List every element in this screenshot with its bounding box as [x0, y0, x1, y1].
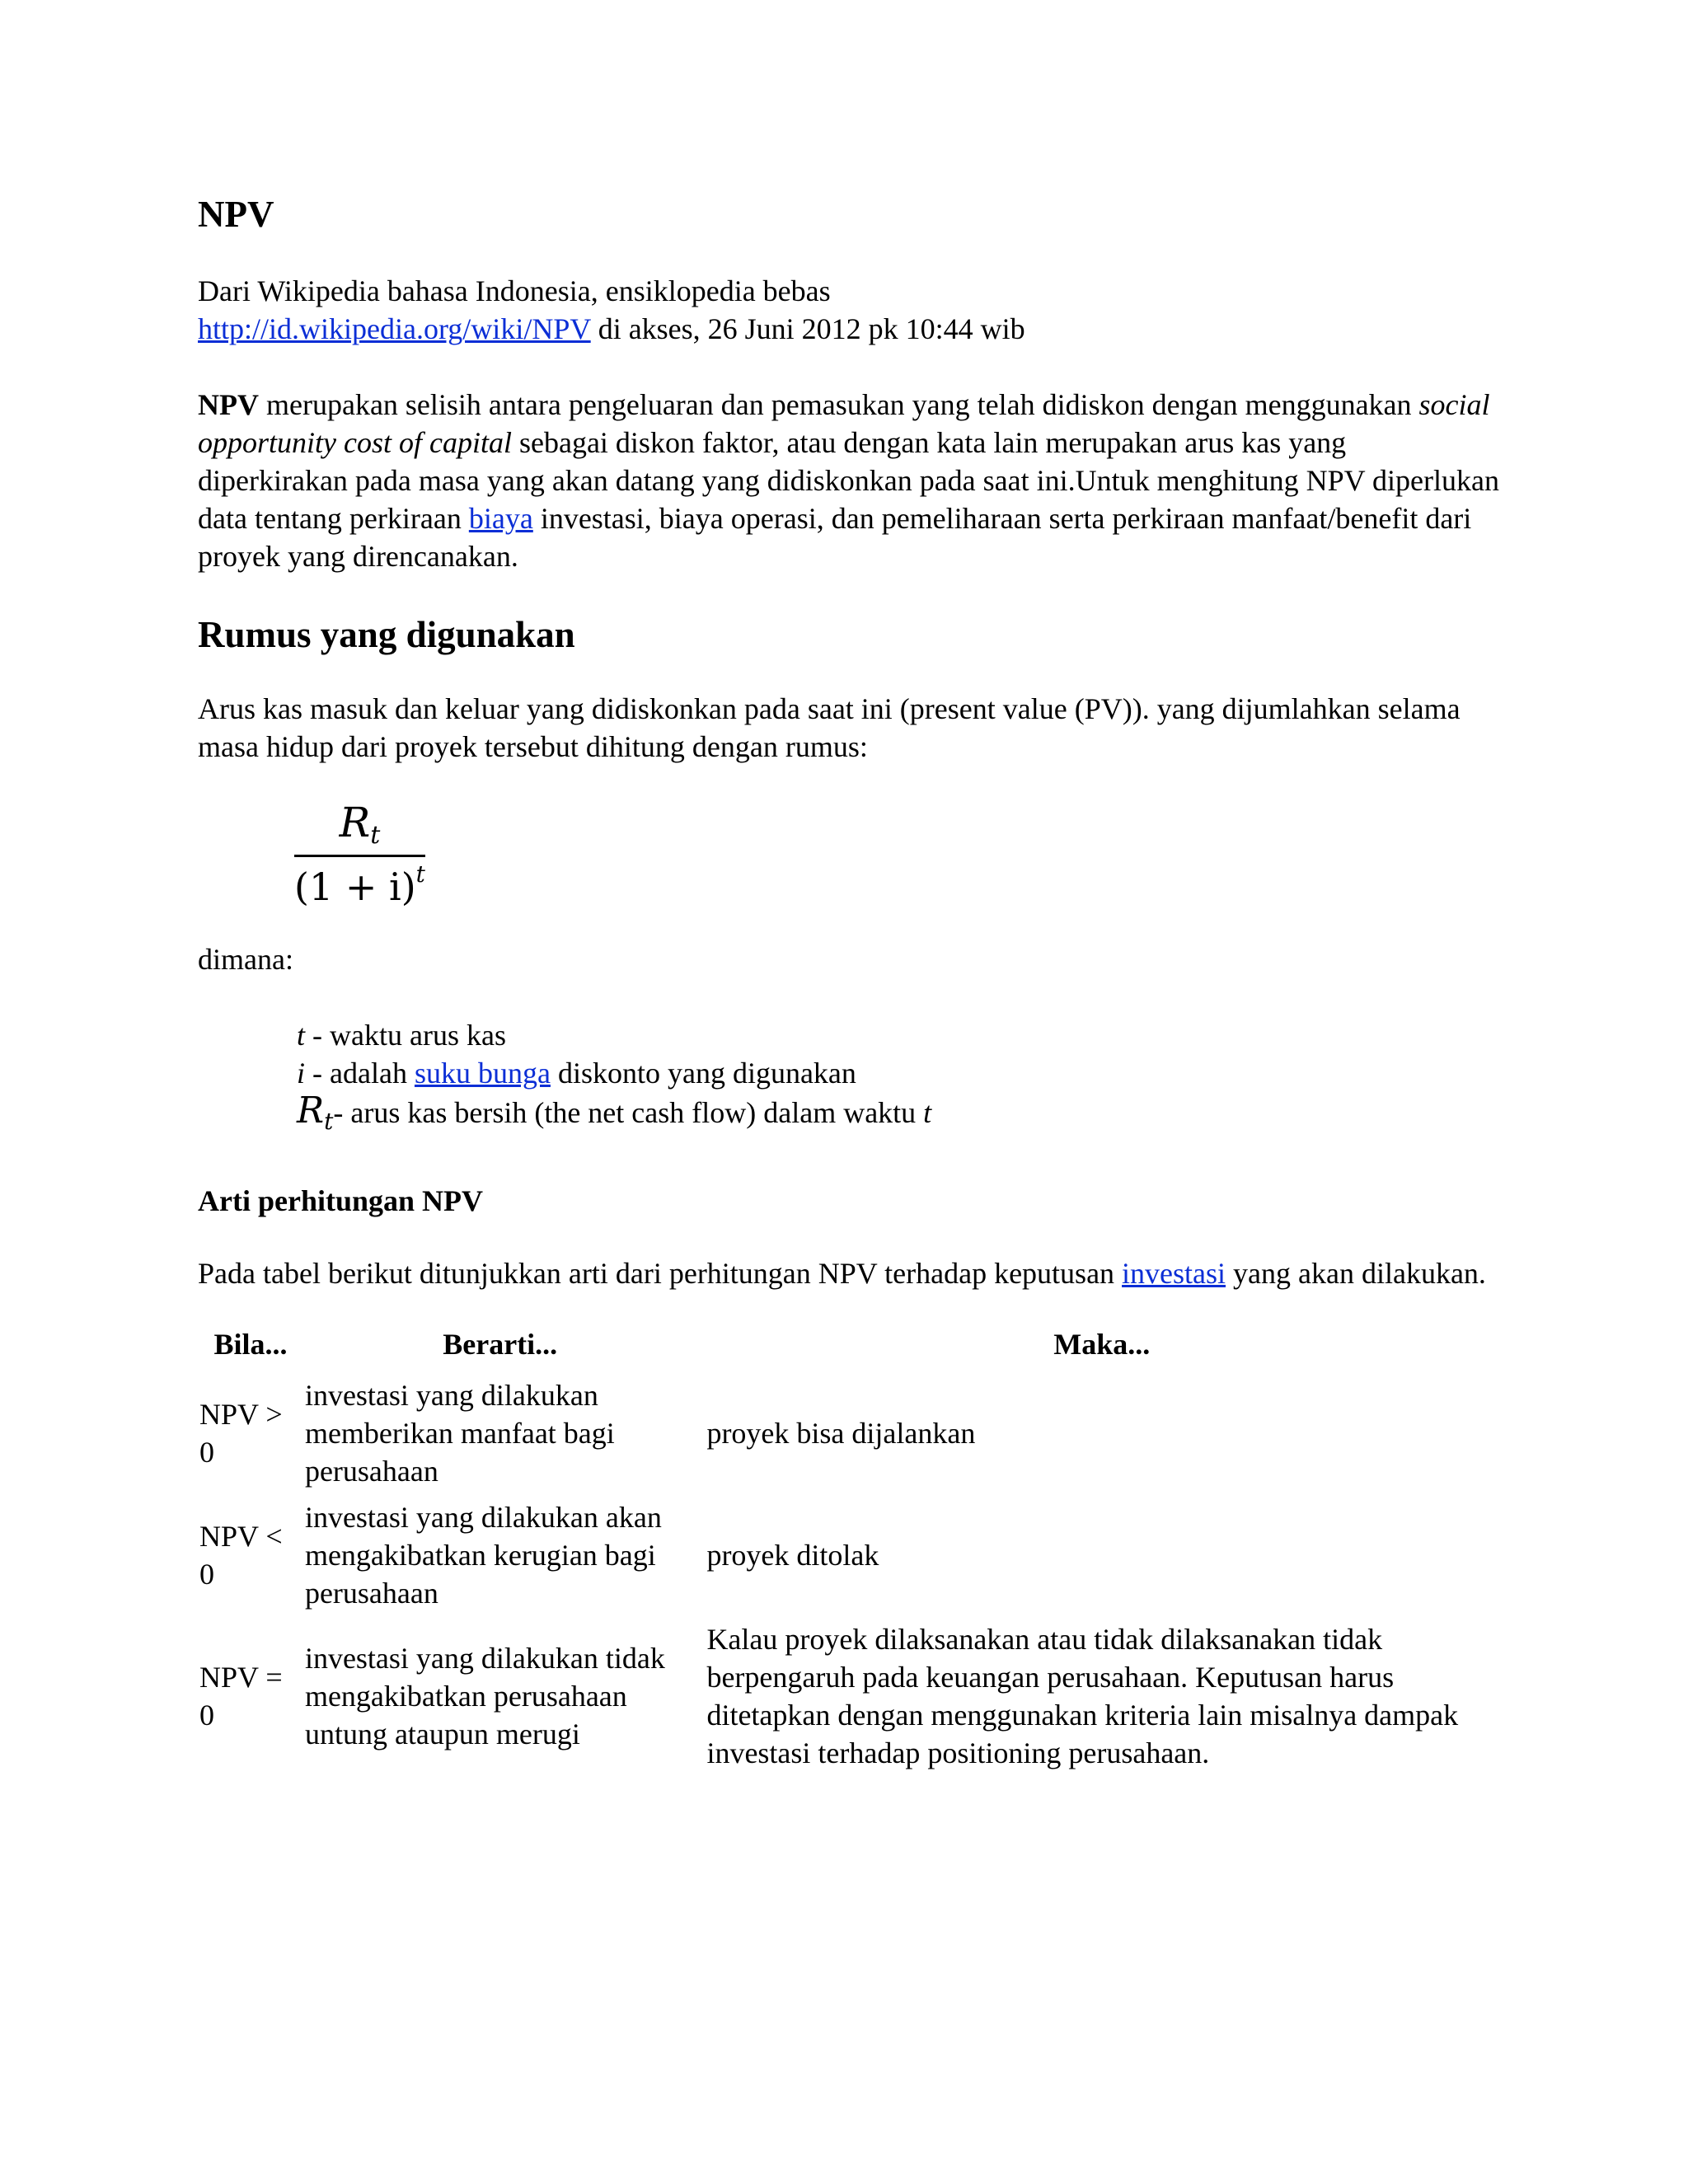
- source-link[interactable]: http://id.wikipedia.org/wiki/NPV: [198, 312, 591, 345]
- def-i-text-1: - adalah: [305, 1057, 415, 1090]
- cell-condition: NPV > 0: [199, 1398, 283, 1469]
- table-intro-2: yang akan dilakukan.: [1226, 1257, 1486, 1290]
- intro-italic: social opportunity cost of capital: [198, 387, 1490, 459]
- table-intro-1: Pada tabel berikut ditunjukkan arti dari perhitungan NPV terhadap keputusan: [198, 1257, 1123, 1290]
- var-r-main: R: [297, 1090, 325, 1132]
- investasi-link[interactable]: investasi: [1122, 1257, 1226, 1290]
- table-header-row: [198, 1325, 1500, 1373]
- def-i-text-2: diskonto yang digunakan: [550, 1057, 856, 1090]
- access-date: di akses, 26 Juni 2012 pk 10:44 wib: [590, 312, 1025, 345]
- formula-numerator: [294, 799, 425, 855]
- intro-text-2: sebagai diskon faktor, atau dengan kata lain merupakan arus kas yang diperkirakan pada masa yang akan datang yang didiskonkan pada saat ini.Untuk menghitung NPV diperlukan data tentang perkiraan: [198, 425, 1499, 535]
- cell-condition: NPV < 0: [199, 1520, 283, 1591]
- npv-formula: [294, 799, 425, 909]
- intro-text-3: investasi, biaya operasi, dan pemeliharaan serta perkiraan manfaat/benefit dari proyek yang direncanakan.: [198, 501, 1472, 573]
- header-maka: Maka...: [1053, 1328, 1151, 1361]
- formula-denominator: [294, 857, 425, 909]
- table-row: [198, 1373, 1500, 1495]
- def-r-t: t: [923, 1096, 932, 1129]
- page-title: NPV: [198, 194, 274, 235]
- intro-bold: NPV: [198, 387, 259, 421]
- intro-text-1: merupakan selisih antara pengeluaran dan pemasukan yang telah didiskon dengan menggunakan: [259, 387, 1419, 421]
- table-row: [198, 1495, 1500, 1617]
- section-heading-meaning: Arti perhitungan NPV: [198, 1184, 484, 1217]
- npv-table: [198, 1325, 1500, 1777]
- document-content: [198, 194, 1500, 1777]
- where-label: dimana:: [198, 943, 293, 976]
- formula-r: R: [339, 799, 371, 846]
- formula-intro-text: Arus kas masuk dan keluar yang didiskonkan pada saat ini (present value (PV)). yang dijumlahkan selama masa hidup dari proyek tersebut dihitung dengan rumus:: [198, 692, 1461, 763]
- var-t: t: [297, 1019, 306, 1052]
- def-i: [297, 1054, 1500, 1092]
- cell-action: proyek bisa dijalankan: [706, 1417, 976, 1450]
- formula-base: (1 + i): [294, 865, 416, 909]
- def-r: [297, 1092, 1500, 1141]
- source-link-line: [198, 310, 1500, 348]
- var-r: [297, 1090, 334, 1135]
- section-heading-formula: Rumus yang digunakan: [198, 613, 575, 655]
- cell-meaning: investasi yang dilakukan memberikan manfaat bagi perusahaan: [304, 1379, 615, 1488]
- formula-exponent: t: [415, 860, 425, 888]
- cell-condition: NPV = 0: [199, 1661, 283, 1732]
- def-t-text: - waktu arus kas: [305, 1019, 506, 1052]
- def-r-text: - arus kas bersih (the net cash flow) dalam waktu: [333, 1096, 924, 1129]
- cell-action: proyek ditolak: [706, 1539, 879, 1572]
- variable-definitions: [297, 1016, 1500, 1141]
- cell-meaning: investasi yang dilakukan akan mengakibatkan kerugian bagi perusahaan: [304, 1501, 662, 1610]
- intro-paragraph: [198, 386, 1500, 575]
- table-row: [198, 1617, 1500, 1777]
- table-intro-text: [198, 1254, 1500, 1292]
- var-i: i: [297, 1057, 306, 1090]
- header-bila: Bila...: [213, 1328, 288, 1361]
- formula-r-subscript: t: [370, 821, 381, 850]
- header-berarti: Berarti...: [443, 1328, 558, 1361]
- biaya-link[interactable]: biaya: [468, 501, 533, 535]
- var-r-subscript: t: [324, 1108, 334, 1135]
- cell-action: Kalau proyek dilaksanakan atau tidak dilaksanakan tidak berpengaruh pada keuangan perusahaan. Keputusan harus ditetapkan dengan menggunakan kriteria lain misalnya dampak investasi terhadap positioning perusahaan.: [706, 1623, 1459, 1769]
- def-t: [297, 1016, 1500, 1054]
- cell-meaning: investasi yang dilakukan tidak mengakibatkan perusahaan untung ataupun merugi: [304, 1642, 665, 1750]
- suku-bunga-link[interactable]: suku bunga: [414, 1057, 551, 1090]
- source-line: Dari Wikipedia bahasa Indonesia, ensiklopedia bebas: [198, 274, 831, 307]
